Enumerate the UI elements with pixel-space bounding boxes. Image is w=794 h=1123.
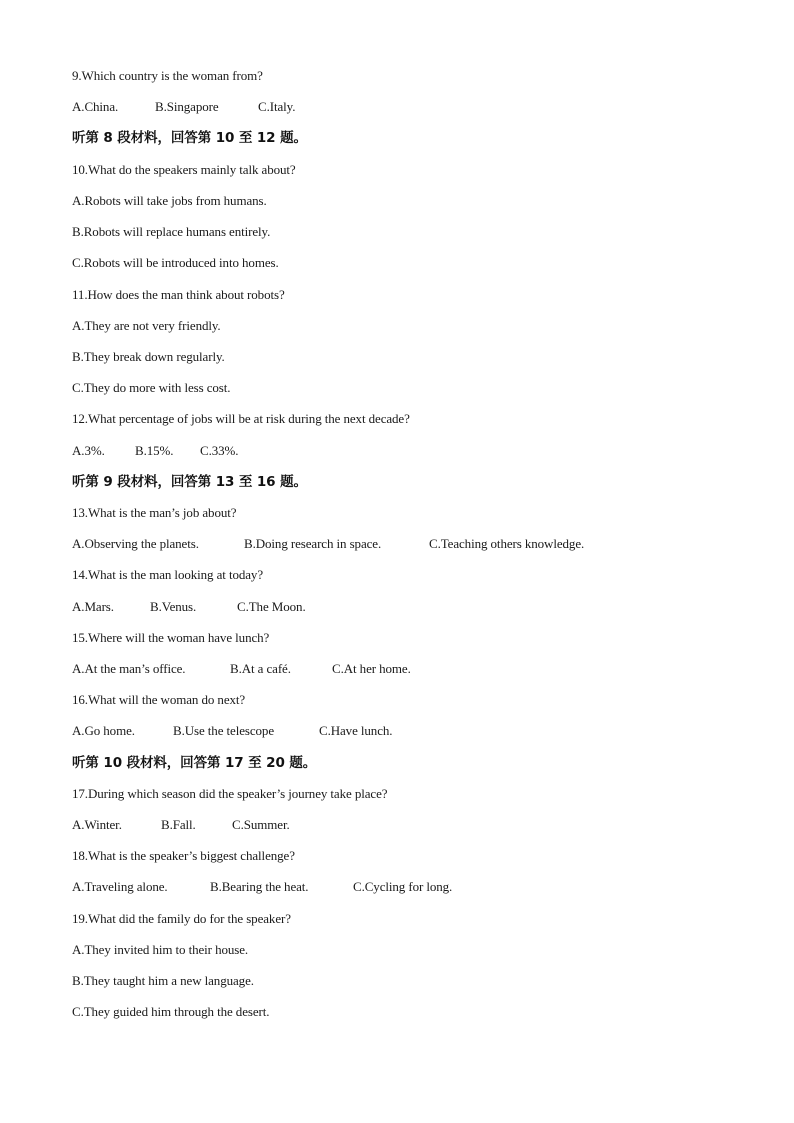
option-c: C.Teaching others knowledge. — [429, 536, 585, 551]
option-b: B.Fall. — [161, 817, 196, 832]
option-a: A.Go home. — [72, 723, 135, 738]
options-q16 — [72, 721, 393, 741]
question-9: 9.Which country is the woman from? — [72, 68, 263, 83]
option-a: A.They are not very friendly. — [72, 318, 221, 333]
option-a: A.3%. — [72, 443, 105, 458]
option-c: C.Have lunch. — [319, 723, 393, 738]
option-c: C.They do more with less cost. — [72, 380, 231, 395]
options-q13 — [72, 534, 585, 554]
options-q14 — [72, 597, 306, 617]
option-c: C.At her home. — [332, 661, 411, 676]
option-c: C.33%. — [200, 443, 239, 458]
question-18: 18.What is the speaker’s biggest challenge? — [72, 848, 295, 863]
question-13: 13.What is the man’s job about? — [72, 505, 237, 520]
option-a: A.At the man’s office. — [72, 661, 186, 676]
option-a: A.Mars. — [72, 599, 114, 614]
option-b: B.Singapore — [155, 99, 219, 114]
option-b: B.At a café. — [230, 661, 291, 676]
question-19: 19.What did the family do for the speaker? — [72, 911, 291, 926]
section-heading-10: 听第 10 段材料，回答第 17 至 20 题。 — [72, 755, 317, 771]
options-q12 — [72, 441, 239, 461]
question-14: 14.What is the man looking at today? — [72, 567, 263, 582]
option-b: B.Bearing the heat. — [210, 879, 309, 894]
option-c: C.They guided him through the desert. — [72, 1004, 270, 1019]
options-q17 — [72, 815, 290, 835]
options-q9 — [72, 97, 296, 117]
options-q15 — [72, 659, 411, 679]
option-b: B.Robots will replace humans entirely. — [72, 224, 271, 239]
question-10: 10.What do the speakers mainly talk about? — [72, 162, 296, 177]
option-b: B.Use the telescope — [173, 723, 274, 738]
option-b: B.They taught him a new language. — [72, 973, 254, 988]
option-a: A.Traveling alone. — [72, 879, 168, 894]
options-q18 — [72, 877, 453, 897]
question-12: 12.What percentage of jobs will be at risk during the next decade? — [72, 411, 410, 426]
section-heading-8: 听第 8 段材料，回答第 10 至 12 题。 — [72, 130, 307, 146]
option-a: A.Winter. — [72, 817, 122, 832]
question-11: 11.How does the man think about robots? — [72, 287, 285, 302]
option-a: A.China. — [72, 99, 119, 114]
option-b: B.Venus. — [150, 599, 197, 614]
option-c: C.Cycling for long. — [353, 879, 453, 894]
option-c: C.The Moon. — [237, 599, 306, 614]
option-a: A.Observing the planets. — [72, 536, 199, 551]
option-c: C.Summer. — [232, 817, 290, 832]
option-b: B.Doing research in space. — [244, 536, 382, 551]
question-16: 16.What will the woman do next? — [72, 692, 246, 707]
option-a: A.They invited him to their house. — [72, 942, 249, 957]
option-c: C.Italy. — [258, 99, 296, 114]
question-15: 15.Where will the woman have lunch? — [72, 630, 270, 645]
option-b: B.15%. — [135, 443, 174, 458]
section-heading-9: 听第 9 段材料，回答第 13 至 16 题。 — [72, 474, 307, 490]
question-17: 17.During which season did the speaker’s journey take place? — [72, 786, 388, 801]
option-b: B.They break down regularly. — [72, 349, 225, 364]
option-a: A.Robots will take jobs from humans. — [72, 193, 267, 208]
option-c: C.Robots will be introduced into homes. — [72, 255, 279, 270]
